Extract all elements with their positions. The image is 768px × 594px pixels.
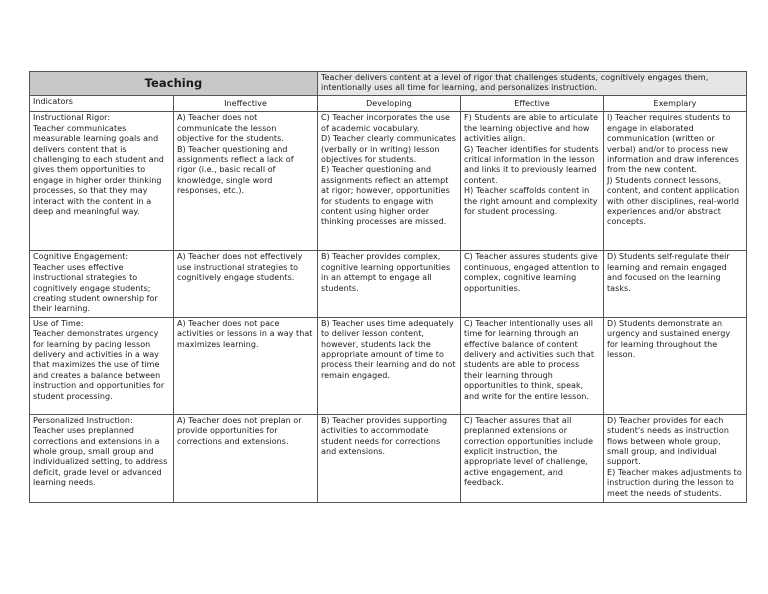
- indicator-description: Teacher uses preplanned corrections and extensions in a whole group, small group and individualized setting, to address deficit, grade level or advanced learning needs.: [33, 426, 168, 488]
- ineffective-label: Ineffective: [224, 99, 267, 108]
- exemplary-cell: D) Students demonstrate an urgency and sustained energy for learning throughout the lesson.: [604, 317, 747, 414]
- exemplary-label: Exemplary: [653, 99, 697, 108]
- indicator-title: Use of Time:: [33, 318, 84, 328]
- exemplary-header: [604, 96, 747, 112]
- effective-cell: C) Teacher assures that all preplanned extensions or correction opportunities include explicit instruction, the appropriate level of challenge, active engagement, and feedback.: [461, 414, 604, 502]
- effective-cell: C) Teacher intentionally uses all time for learning through an effective balance of content delivery and activities such that students are able to process their learning through opportunities to think, speak, and write for the entire lesson.: [461, 317, 604, 414]
- exemplary-cell: I) Teacher requires students to engage in elaborated communication (written or verbal) and/or to process new information and draw inferences from the new content. J) Students connect lessons, content, and content application with other disciplines, real-world experiences and/or abstract concepts.: [604, 112, 747, 251]
- indicator-row: [30, 414, 747, 502]
- indicator-description: Teacher uses effective instructional strategies to cognitively engage students; creating student ownership for their learning.: [33, 262, 158, 314]
- domain-title: Teaching: [30, 72, 318, 96]
- developing-cell: B) Teacher uses time adequately to deliver lesson content, however, students lack the appropriate amount of time to process their learning and do not remain engaged.: [318, 317, 461, 414]
- rubric-header-row: [30, 72, 747, 96]
- ineffective-header: [174, 96, 318, 112]
- indicator-title: Instructional Rigor:: [33, 113, 111, 123]
- ineffective-cell: A) Teacher does not preplan or provide opportunities for corrections and extensions.: [174, 414, 318, 502]
- exemplary-cell: D) Teacher provides for each student's needs as instruction flows between whole group, small group, and individual support. E) Teacher makes adjustments to instruction during the lesson to meet the needs of students.: [604, 414, 747, 502]
- indicator-title: Cognitive Engagement:: [33, 252, 129, 262]
- indicator-description: Teacher communicates measurable learning goals and delivers content that is challenging to each student and gives them opportunities to engage in higher order thinking processes, so that they may interact with the content in a deep and meaningful way.: [33, 123, 164, 217]
- indicator-row: [30, 251, 747, 317]
- indicator-cell: [30, 112, 174, 251]
- indicator-cell: [30, 414, 174, 502]
- developing-cell: B) Teacher provides complex, cognitive learning opportunities in an attempt to engage all students.: [318, 251, 461, 317]
- column-header-row: [30, 96, 747, 112]
- ineffective-cell: A) Teacher does not effectively use instructional strategies to cognitively engage students.: [174, 251, 318, 317]
- exemplary-cell: D) Students self-regulate their learning and remain engaged and focused on the learning tasks.: [604, 251, 747, 317]
- developing-label: Developing: [366, 99, 412, 108]
- domain-description: Teacher delivers content at a level of rigor that challenges students, cognitively engages them, intentionally uses all time for learning, and personalizes instruction.: [318, 72, 747, 96]
- indicator-cell: [30, 251, 174, 317]
- effective-cell: F) Students are able to articulate the learning objective and how activities align. G) Teacher identifies for students critical information in the lesson and links it to previously learned content. H) Teacher scaffolds content in the right amount and complexity for student processing.: [461, 112, 604, 251]
- effective-cell: C) Teacher assures students give continuous, engaged attention to complex, cognitive learning opportunities.: [461, 251, 604, 317]
- ineffective-cell: A) Teacher does not communicate the lesson objective for the students. B) Teacher questioning and assignments reflect a lack of rigor (i.e., basic recall of knowledge, single word responses, etc.).: [174, 112, 318, 251]
- developing-cell: C) Teacher incorporates the use of academic vocabulary. D) Teacher clearly communicates (verbally or in writing) lesson objectives for students. E) Teacher questioning and assignments reflect an attempt at rigor; however, opportunities for students to engage with content using higher order thinking processes are missed.: [318, 112, 461, 251]
- indicator-row: [30, 317, 747, 414]
- indicators-header: [30, 96, 174, 112]
- teaching-rubric-table: [29, 71, 747, 503]
- indicator-cell: [30, 317, 174, 414]
- indicator-description: Teacher demonstrates urgency for learning by pacing lesson delivery and activities in a way that maximizes the use of time and creates a balance between instruction and opportunities for student processing.: [33, 329, 165, 401]
- indicators-label: Indicators: [33, 97, 74, 106]
- effective-header: [461, 96, 604, 112]
- ineffective-cell: A) Teacher does not pace activities or lessons in a way that maximizes learning.: [174, 317, 318, 414]
- indicator-row: [30, 112, 747, 251]
- indicator-title: Personalized Instruction:: [33, 415, 133, 425]
- developing-header: [318, 96, 461, 112]
- effective-label: Effective: [514, 99, 550, 108]
- developing-cell: B) Teacher provides supporting activities to accommodate student needs for corrections and extensions.: [318, 414, 461, 502]
